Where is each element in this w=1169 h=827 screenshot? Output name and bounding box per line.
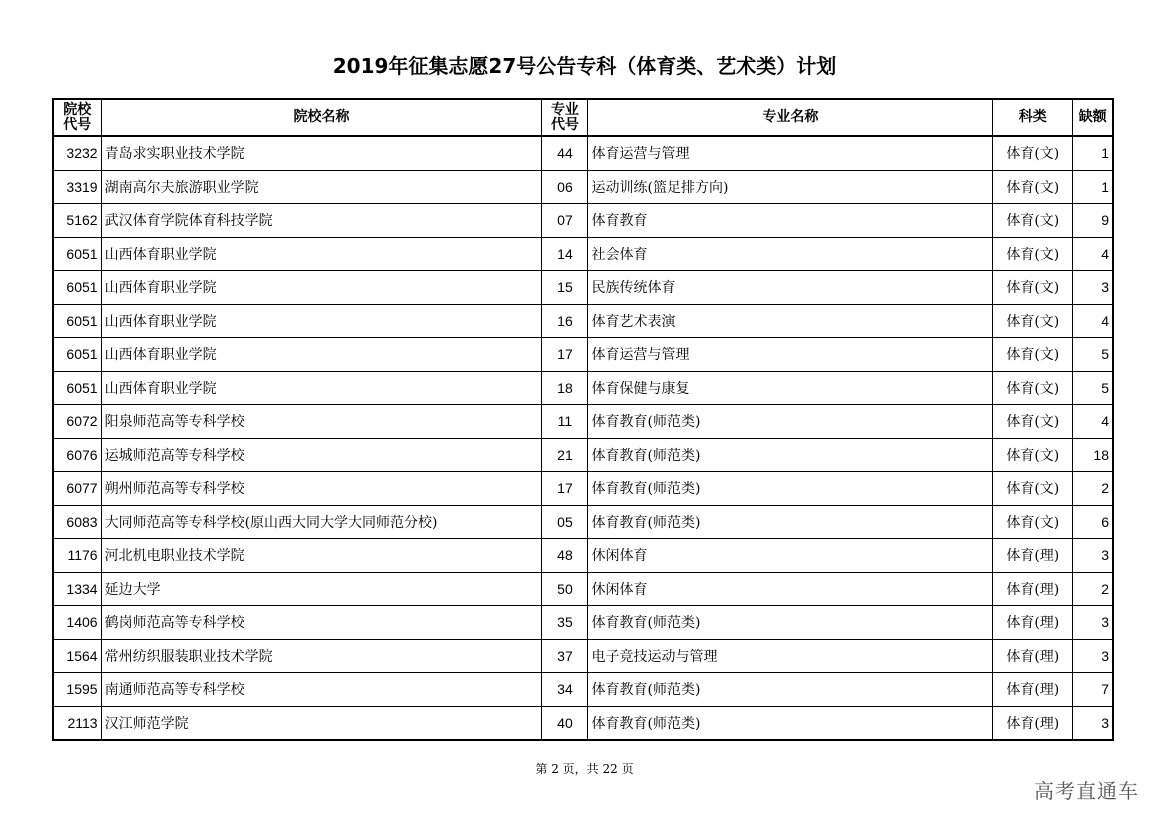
cell-category: 体育(理) [993,539,1073,573]
cell-major-name: 体育教育(师范类) [588,673,993,707]
cell-vacancy: 4 [1073,304,1113,338]
cell-school-code: 6072 [53,405,101,439]
cell-school-code: 3319 [53,170,101,204]
cell-vacancy: 9 [1073,204,1113,238]
cell-school-code: 6051 [53,338,101,372]
table-row [53,237,1113,271]
cell-major-code: 21 [542,438,588,472]
cell-category: 体育(文) [993,170,1073,204]
cell-school-name: 南通师范高等专科学校 [101,673,542,707]
cell-major-code: 15 [542,271,588,305]
table-row [53,706,1113,740]
cell-school-code: 1595 [53,673,101,707]
header-school-code [53,99,101,136]
cell-school-name: 山西体育职业学院 [101,271,542,305]
cell-category: 体育(文) [993,338,1073,372]
cell-school-code: 6077 [53,472,101,506]
table-header-row [53,99,1113,136]
header-category: 科类 [993,99,1073,136]
cell-vacancy: 18 [1073,438,1113,472]
table-row [53,136,1113,170]
table-row [53,338,1113,372]
table-row [53,170,1113,204]
cell-major-name: 体育教育 [588,204,993,238]
cell-category: 体育(文) [993,237,1073,271]
header-major-name: 专业名称 [588,99,993,136]
cell-major-name: 体育教育(师范类) [588,438,993,472]
header-major-code [542,99,588,136]
cell-major-name: 运动训练(篮足排方向) [588,170,993,204]
cell-school-name: 山西体育职业学院 [101,304,542,338]
cell-category: 体育(文) [993,505,1073,539]
cell-school-name: 朔州师范高等专科学校 [101,472,542,506]
header-school-code-l2: 代号 [63,116,92,133]
page-footer: 第 2 页，共 22 页 [535,762,634,776]
cell-vacancy: 2 [1073,572,1113,606]
cell-major-code: 06 [542,170,588,204]
header-major-code-l2: 代号 [550,116,579,133]
cell-major-name: 电子竞技运动与管理 [588,639,993,673]
cell-school-code: 1334 [53,572,101,606]
watermark: 高考直通车 [1034,779,1139,803]
cell-major-code: 17 [542,338,588,372]
cell-category: 体育(理) [993,606,1073,640]
cell-vacancy: 6 [1073,505,1113,539]
header-major-code-l1: 专业 [550,101,579,118]
cell-vacancy: 7 [1073,673,1113,707]
cell-vacancy: 4 [1073,237,1113,271]
cell-major-code: 35 [542,606,588,640]
page-title: 2019年征集志愿27号公告专科（体育类、艺术类）计划 [332,54,837,78]
cell-school-name: 湖南高尔夫旅游职业学院 [101,170,542,204]
cell-school-name: 山西体育职业学院 [101,237,542,271]
plan-table [52,98,1114,741]
cell-major-code: 50 [542,572,588,606]
table-row [53,271,1113,305]
cell-vacancy: 3 [1073,639,1113,673]
header-school-code-l1: 院校 [63,101,92,118]
cell-school-name: 鹤岗师范高等专科学校 [101,606,542,640]
cell-school-code: 6051 [53,304,101,338]
cell-vacancy: 3 [1073,271,1113,305]
cell-school-name: 河北机电职业技术学院 [101,539,542,573]
cell-school-code: 3232 [53,136,101,170]
table-row [53,572,1113,606]
cell-major-code: 07 [542,204,588,238]
cell-major-code: 11 [542,405,588,439]
table-row [53,438,1113,472]
table-row [53,606,1113,640]
cell-category: 体育(理) [993,673,1073,707]
cell-major-code: 16 [542,304,588,338]
table-body [53,136,1113,740]
cell-category: 体育(文) [993,304,1073,338]
cell-vacancy: 3 [1073,606,1113,640]
cell-major-code: 48 [542,539,588,573]
cell-major-code: 40 [542,706,588,740]
cell-major-name: 体育保健与康复 [588,371,993,405]
cell-school-name: 延边大学 [101,572,542,606]
cell-major-code: 44 [542,136,588,170]
cell-major-name: 休闲体育 [588,572,993,606]
cell-category: 体育(文) [993,438,1073,472]
cell-category: 体育(文) [993,405,1073,439]
cell-major-name: 体育艺术表演 [588,304,993,338]
cell-category: 体育(文) [993,136,1073,170]
cell-major-name: 社会体育 [588,237,993,271]
cell-category: 体育(文) [993,204,1073,238]
cell-school-code: 2113 [53,706,101,740]
cell-major-name: 体育运营与管理 [588,136,993,170]
cell-school-code: 1176 [53,539,101,573]
cell-school-name: 武汉体育学院体育科技学院 [101,204,542,238]
cell-school-name: 运城师范高等专科学校 [101,438,542,472]
table-row [53,472,1113,506]
cell-school-code: 1406 [53,606,101,640]
cell-major-name: 体育教育(师范类) [588,505,993,539]
cell-major-name: 体育教育(师范类) [588,706,993,740]
cell-major-name: 体育教育(师范类) [588,405,993,439]
cell-major-code: 18 [542,371,588,405]
cell-school-code: 6076 [53,438,101,472]
table-row [53,539,1113,573]
cell-category: 体育(理) [993,639,1073,673]
cell-major-name: 体育教育(师范类) [588,472,993,506]
cell-major-code: 05 [542,505,588,539]
cell-major-code: 34 [542,673,588,707]
cell-vacancy: 1 [1073,170,1113,204]
cell-school-code: 6083 [53,505,101,539]
table-row [53,639,1113,673]
cell-category: 体育(理) [993,572,1073,606]
header-vacancy: 缺额 [1073,99,1113,136]
cell-category: 体育(文) [993,271,1073,305]
cell-school-code: 1564 [53,639,101,673]
table-row [53,304,1113,338]
cell-school-code: 5162 [53,204,101,238]
cell-school-code: 6051 [53,371,101,405]
cell-major-name: 体育运营与管理 [588,338,993,372]
cell-major-name: 休闲体育 [588,539,993,573]
cell-major-code: 37 [542,639,588,673]
cell-school-name: 常州纺织服装职业技术学院 [101,639,542,673]
cell-school-name: 阳泉师范高等专科学校 [101,405,542,439]
cell-vacancy: 4 [1073,405,1113,439]
cell-vacancy: 3 [1073,539,1113,573]
cell-school-name: 大同师范高等专科学校(原山西大同大学大同师范分校) [101,505,542,539]
cell-vacancy: 2 [1073,472,1113,506]
header-school-name: 院校名称 [101,99,542,136]
cell-school-code: 6051 [53,237,101,271]
cell-major-name: 民族传统体育 [588,271,993,305]
cell-vacancy: 5 [1073,371,1113,405]
cell-major-name: 体育教育(师范类) [588,606,993,640]
cell-school-name: 汉江师范学院 [101,706,542,740]
cell-major-code: 14 [542,237,588,271]
cell-school-name: 青岛求实职业技术学院 [101,136,542,170]
table-row [53,371,1113,405]
cell-school-name: 山西体育职业学院 [101,371,542,405]
cell-vacancy: 1 [1073,136,1113,170]
table-row [53,405,1113,439]
cell-major-code: 17 [542,472,588,506]
cell-category: 体育(理) [993,706,1073,740]
cell-category: 体育(文) [993,472,1073,506]
cell-vacancy: 3 [1073,706,1113,740]
cell-vacancy: 5 [1073,338,1113,372]
table-row [53,673,1113,707]
cell-school-name: 山西体育职业学院 [101,338,542,372]
table-row [53,204,1113,238]
cell-category: 体育(文) [993,371,1073,405]
table-row [53,505,1113,539]
cell-school-code: 6051 [53,271,101,305]
